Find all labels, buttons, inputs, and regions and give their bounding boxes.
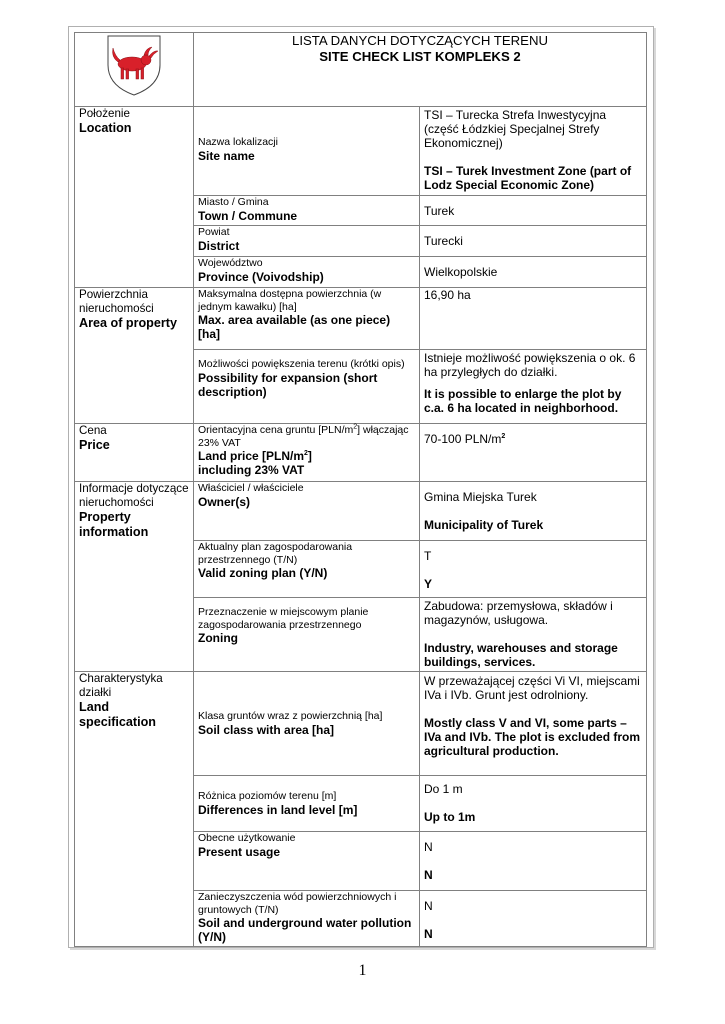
owner-label-en: Owner(s): [198, 494, 251, 509]
zoning-value-en: Industry, warehouses and storage buildings, services.: [424, 641, 618, 669]
zoning-label: [194, 598, 420, 672]
expansion-value-en: It is possible to enlarge the plot by c.a. 6 ha located in neighborhood.: [424, 387, 622, 415]
expansion-label-pl: Możliwości powiększenia terenu (krótki opis): [198, 358, 405, 370]
usage-value: [420, 832, 647, 891]
pollution-label: [194, 891, 420, 947]
soil-class-value-en: Mostly class V and VI, some parts – IVa and IVb. The plot is excluded from agricultural production.: [424, 716, 641, 758]
land-price-value: [420, 424, 647, 482]
soil-class-value: [420, 672, 647, 776]
max-area-row: [75, 288, 647, 350]
soil-class-value-pl: W przeważającej części Vi VI, miejscami IVa i IVb. Grunt jest odrolniony.: [424, 674, 640, 702]
zoning-plan-value-pl: T: [424, 549, 432, 563]
zoning-value: [420, 598, 647, 672]
max-area-value: [420, 288, 647, 350]
max-area-label-pl: Maksymalna dostępna powierzchnia (w jednym kawałku) [ha]: [198, 288, 382, 313]
pollution-label-en: Soil and underground water pollution (Y/N): [198, 916, 412, 944]
district-value-text: Turecki: [424, 234, 463, 248]
province-label: [194, 257, 420, 288]
site-name-row: [75, 107, 647, 196]
town-value-text: Turek: [424, 204, 455, 218]
town-label-en: Town / Commune: [198, 208, 298, 223]
expansion-value-pl: Istnieje możliwość powiększenia o ok. 6 ha przyległych do działki.: [424, 351, 636, 379]
province-value-text: Wielkopolskie: [424, 265, 498, 279]
land-category-pl: Charakterystyka działki: [79, 672, 163, 699]
land-category: [75, 672, 194, 947]
area-category-en: Area of property: [79, 316, 177, 330]
soil-class-label-en: Soil class with area [ha]: [198, 722, 335, 737]
title-polish: LISTA DANYCH DOTYCZĄCYCH TERENU: [292, 33, 548, 48]
bull-coat-of-arms-icon: [106, 33, 162, 97]
land-price-label: [194, 424, 420, 482]
soil-class-row: [75, 672, 647, 776]
price-row: [75, 424, 647, 482]
usage-label-en: Present usage: [198, 844, 281, 859]
area-category: [75, 288, 194, 424]
pollution-value-en: N: [424, 927, 433, 941]
soil-class-label-pl: Klasa gruntów wraz z powierzchnią [ha]: [198, 710, 383, 723]
pollution-value: [420, 891, 647, 947]
zoning-plan-label-en: Valid zoning plan (Y/N): [198, 566, 328, 580]
owner-value-pl: Gmina Miejska Turek: [424, 490, 537, 504]
property-category: [75, 482, 194, 672]
province-value: [420, 257, 647, 288]
title-english: SITE CHECK LIST KOMPLEKS 2: [319, 49, 521, 64]
location-category-en: Location: [79, 121, 132, 135]
district-value: [420, 226, 647, 257]
pollution-label-pl: Zanieczyszczenia wód powierzchniowych i gruntowych (T/N): [198, 891, 397, 916]
site-name-label: [194, 107, 420, 196]
max-area-value-text: 16,90 ha: [424, 288, 471, 302]
usage-label: [194, 832, 420, 891]
district-label-en: District: [198, 238, 240, 253]
land-price-label-en-vat: including 23% VAT: [198, 463, 305, 477]
owner-value: [420, 482, 647, 541]
land-category-en: Land specification: [79, 700, 156, 729]
level-label-pl: Różnica poziomów terenu [m]: [198, 790, 337, 802]
area-category-pl: Powierzchnia nieruchomości: [79, 288, 154, 315]
level-label-en: Differences in land level [m]: [198, 802, 358, 817]
land-price-label-pl: Orientacyjna cena gruntu $[PLN/m^2]$ włączając 23% VAT: [198, 423, 409, 449]
zoning-value-pl: Zabudowa: przemysłowa, składów i magazynów, usługowa.: [424, 599, 613, 627]
location-category: [75, 107, 194, 288]
property-category-en: Property information: [79, 510, 149, 539]
level-value-en: Up to 1m: [424, 810, 476, 824]
zoning-plan-label-pl: Aktualny plan zagospodarowania przestrzennego (T/N): [198, 541, 353, 566]
level-value: [420, 776, 647, 832]
land-price-label-en: Land price $[PLN/m^2]$: [198, 449, 312, 463]
max-area-label-en: Max. area available (as one piece) [ha]: [198, 313, 391, 341]
usage-label-pl: Obecne użytkowanie: [198, 832, 296, 844]
owner-label: [194, 482, 420, 541]
level-value-pl: Do 1 m: [424, 782, 463, 796]
usage-value-pl: N: [424, 840, 433, 854]
header-row: [75, 33, 647, 107]
zoning-plan-label: [194, 541, 420, 598]
town-label: [194, 196, 420, 226]
zoning-label-pl: Przeznaczenie w miejscowym planie zagospodarowania przestrzennego: [198, 606, 369, 631]
site-check-list-table: [74, 32, 647, 947]
emblem-cell: [75, 33, 194, 107]
land-price-value-text: 70-100 PLN/$m^2$: [424, 432, 506, 446]
price-category-en: Price: [79, 438, 110, 452]
owner-value-en: Municipality of Turek: [424, 518, 544, 532]
town-label-pl: Miasto / Gmina: [198, 196, 269, 208]
expansion-value: [420, 350, 647, 424]
province-label-en: Province (Voivodship): [198, 269, 324, 284]
site-name-label-en: Site name: [198, 148, 255, 163]
town-value: [420, 196, 647, 226]
owner-label-pl: Właściciel / właściciele: [198, 482, 304, 494]
pollution-value-pl: N: [424, 899, 433, 913]
site-name-value: [420, 107, 647, 196]
property-category-pl: Informacje dotyczące nieruchomości: [79, 482, 189, 509]
level-label: [194, 776, 420, 832]
price-category: [75, 424, 194, 482]
site-name-value-en: TSI – Turek Investment Zone (part of Lodz Special Economic Zone): [424, 164, 632, 192]
district-label-pl: Powiat: [198, 226, 230, 238]
owner-row: [75, 482, 647, 541]
site-name-value-pl: TSI – Turecka Strefa Inwestycyjna (część Łódzkiej Specjalnej Strefy Ekonomicznej): [424, 108, 607, 150]
page-number: 1: [358, 962, 367, 979]
province-label-pl: Województwo: [198, 257, 263, 269]
expansion-label: [194, 350, 420, 424]
zoning-plan-value-en: Y: [424, 577, 433, 591]
usage-value-en: N: [424, 868, 433, 882]
site-name-label-pl: Nazwa lokalizacji: [198, 136, 278, 148]
location-category-pl: Położenie: [79, 107, 130, 120]
expansion-label-en: Possibility for expansion (short description): [198, 370, 378, 399]
zoning-label-en: Zoning: [198, 631, 238, 645]
zoning-plan-value: [420, 541, 647, 598]
title-cell: [194, 33, 647, 107]
soil-class-label: [194, 672, 420, 776]
district-label: [194, 226, 420, 257]
max-area-label: [194, 288, 420, 350]
price-category-pl: Cena: [79, 424, 107, 437]
